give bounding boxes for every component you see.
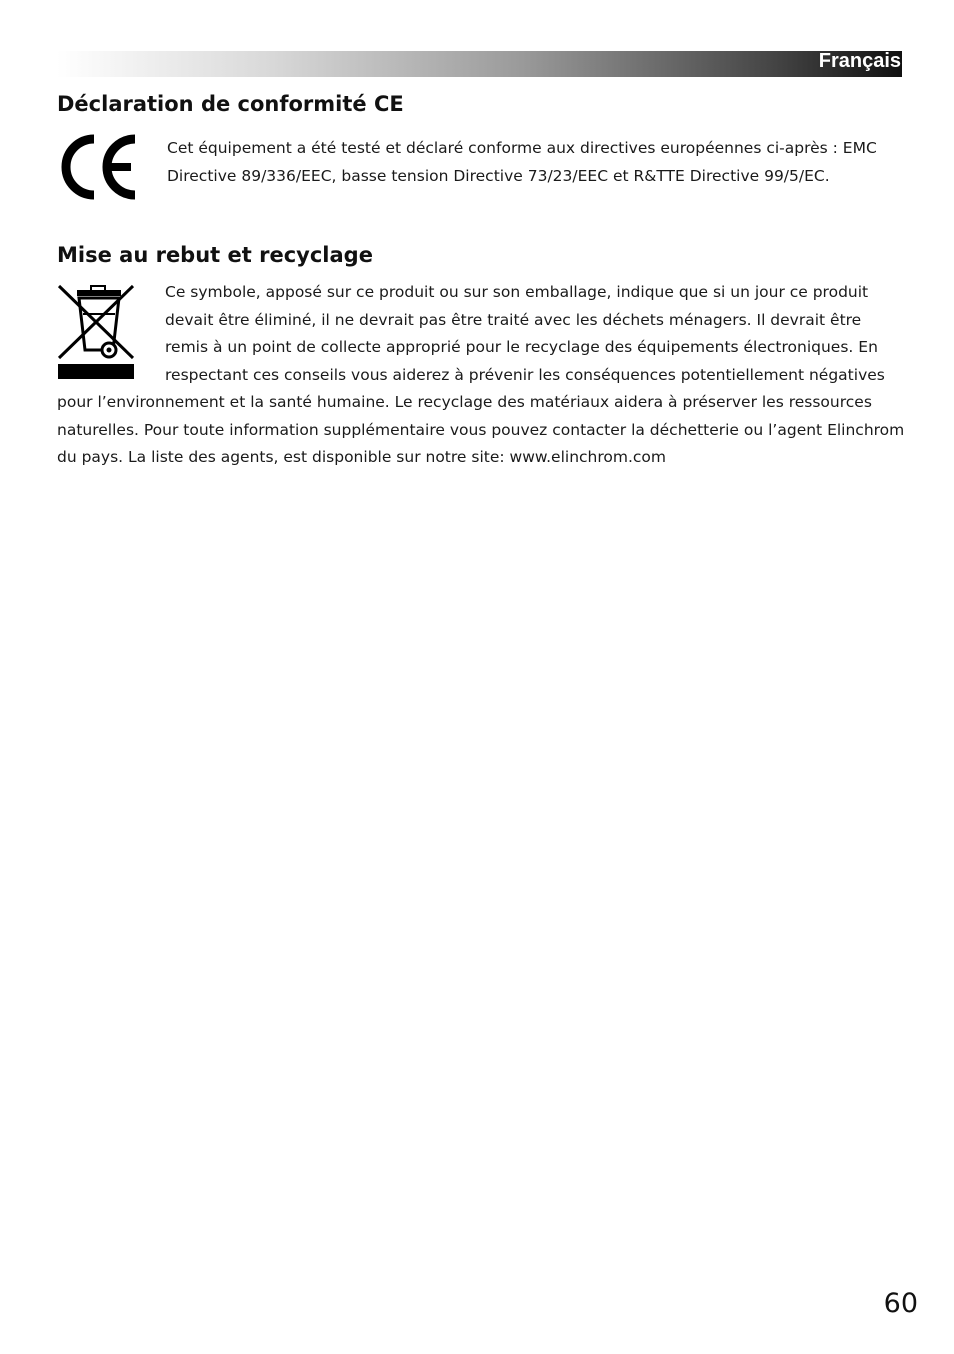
page-number: 60 bbox=[883, 1288, 918, 1319]
language-label: Français bbox=[818, 50, 901, 72]
recycling-text-line: du pays. La liste des agents, est disponible sur notre site: www.elinchrom.com bbox=[57, 448, 667, 466]
ce-text-line: Cet équipement a été testé et déclaré conforme aux directives européennes ci-après : EMC bbox=[167, 139, 877, 157]
language-header-bar bbox=[57, 51, 902, 77]
recycling-text bbox=[57, 279, 915, 472]
recycling-title: Mise au rebut et recyclage bbox=[57, 243, 373, 267]
ce-text-line: Directive 89/336/EEC, basse tension Directive 73/23/EEC et R&TTE Directive 99/5/EC. bbox=[167, 166, 830, 185]
ce-declaration-title: Déclaration de conformité CE bbox=[57, 92, 404, 116]
recycling-text-line: devait être éliminé, il ne devrait pas être traité avec les déchets ménagers. Il devrait être bbox=[165, 310, 862, 329]
recycling-text-line: pour l’environnement et la santé humaine. Le recyclage des matériaux aidera à préserver les ressources bbox=[57, 393, 872, 411]
recycling-text-line: Ce symbole, apposé sur ce produit ou sur son emballage, indique que si un jour ce produit bbox=[165, 283, 869, 301]
ce-mark-icon bbox=[57, 131, 137, 203]
ce-declaration-text bbox=[167, 135, 912, 190]
recycling-text-line: respectant ces conseils vous aiderez à prévenir les conséquences potentiellement négatives bbox=[165, 365, 885, 384]
recycling-text-line: naturelles. Pour toute information supplémentaire vous pouvez contacter la déchetterie ou l’agent Elinchrom bbox=[57, 420, 905, 439]
recycling-text-line: remis à un point de collecte approprié pour le recyclage des équipements électroniques. En bbox=[165, 338, 878, 356]
